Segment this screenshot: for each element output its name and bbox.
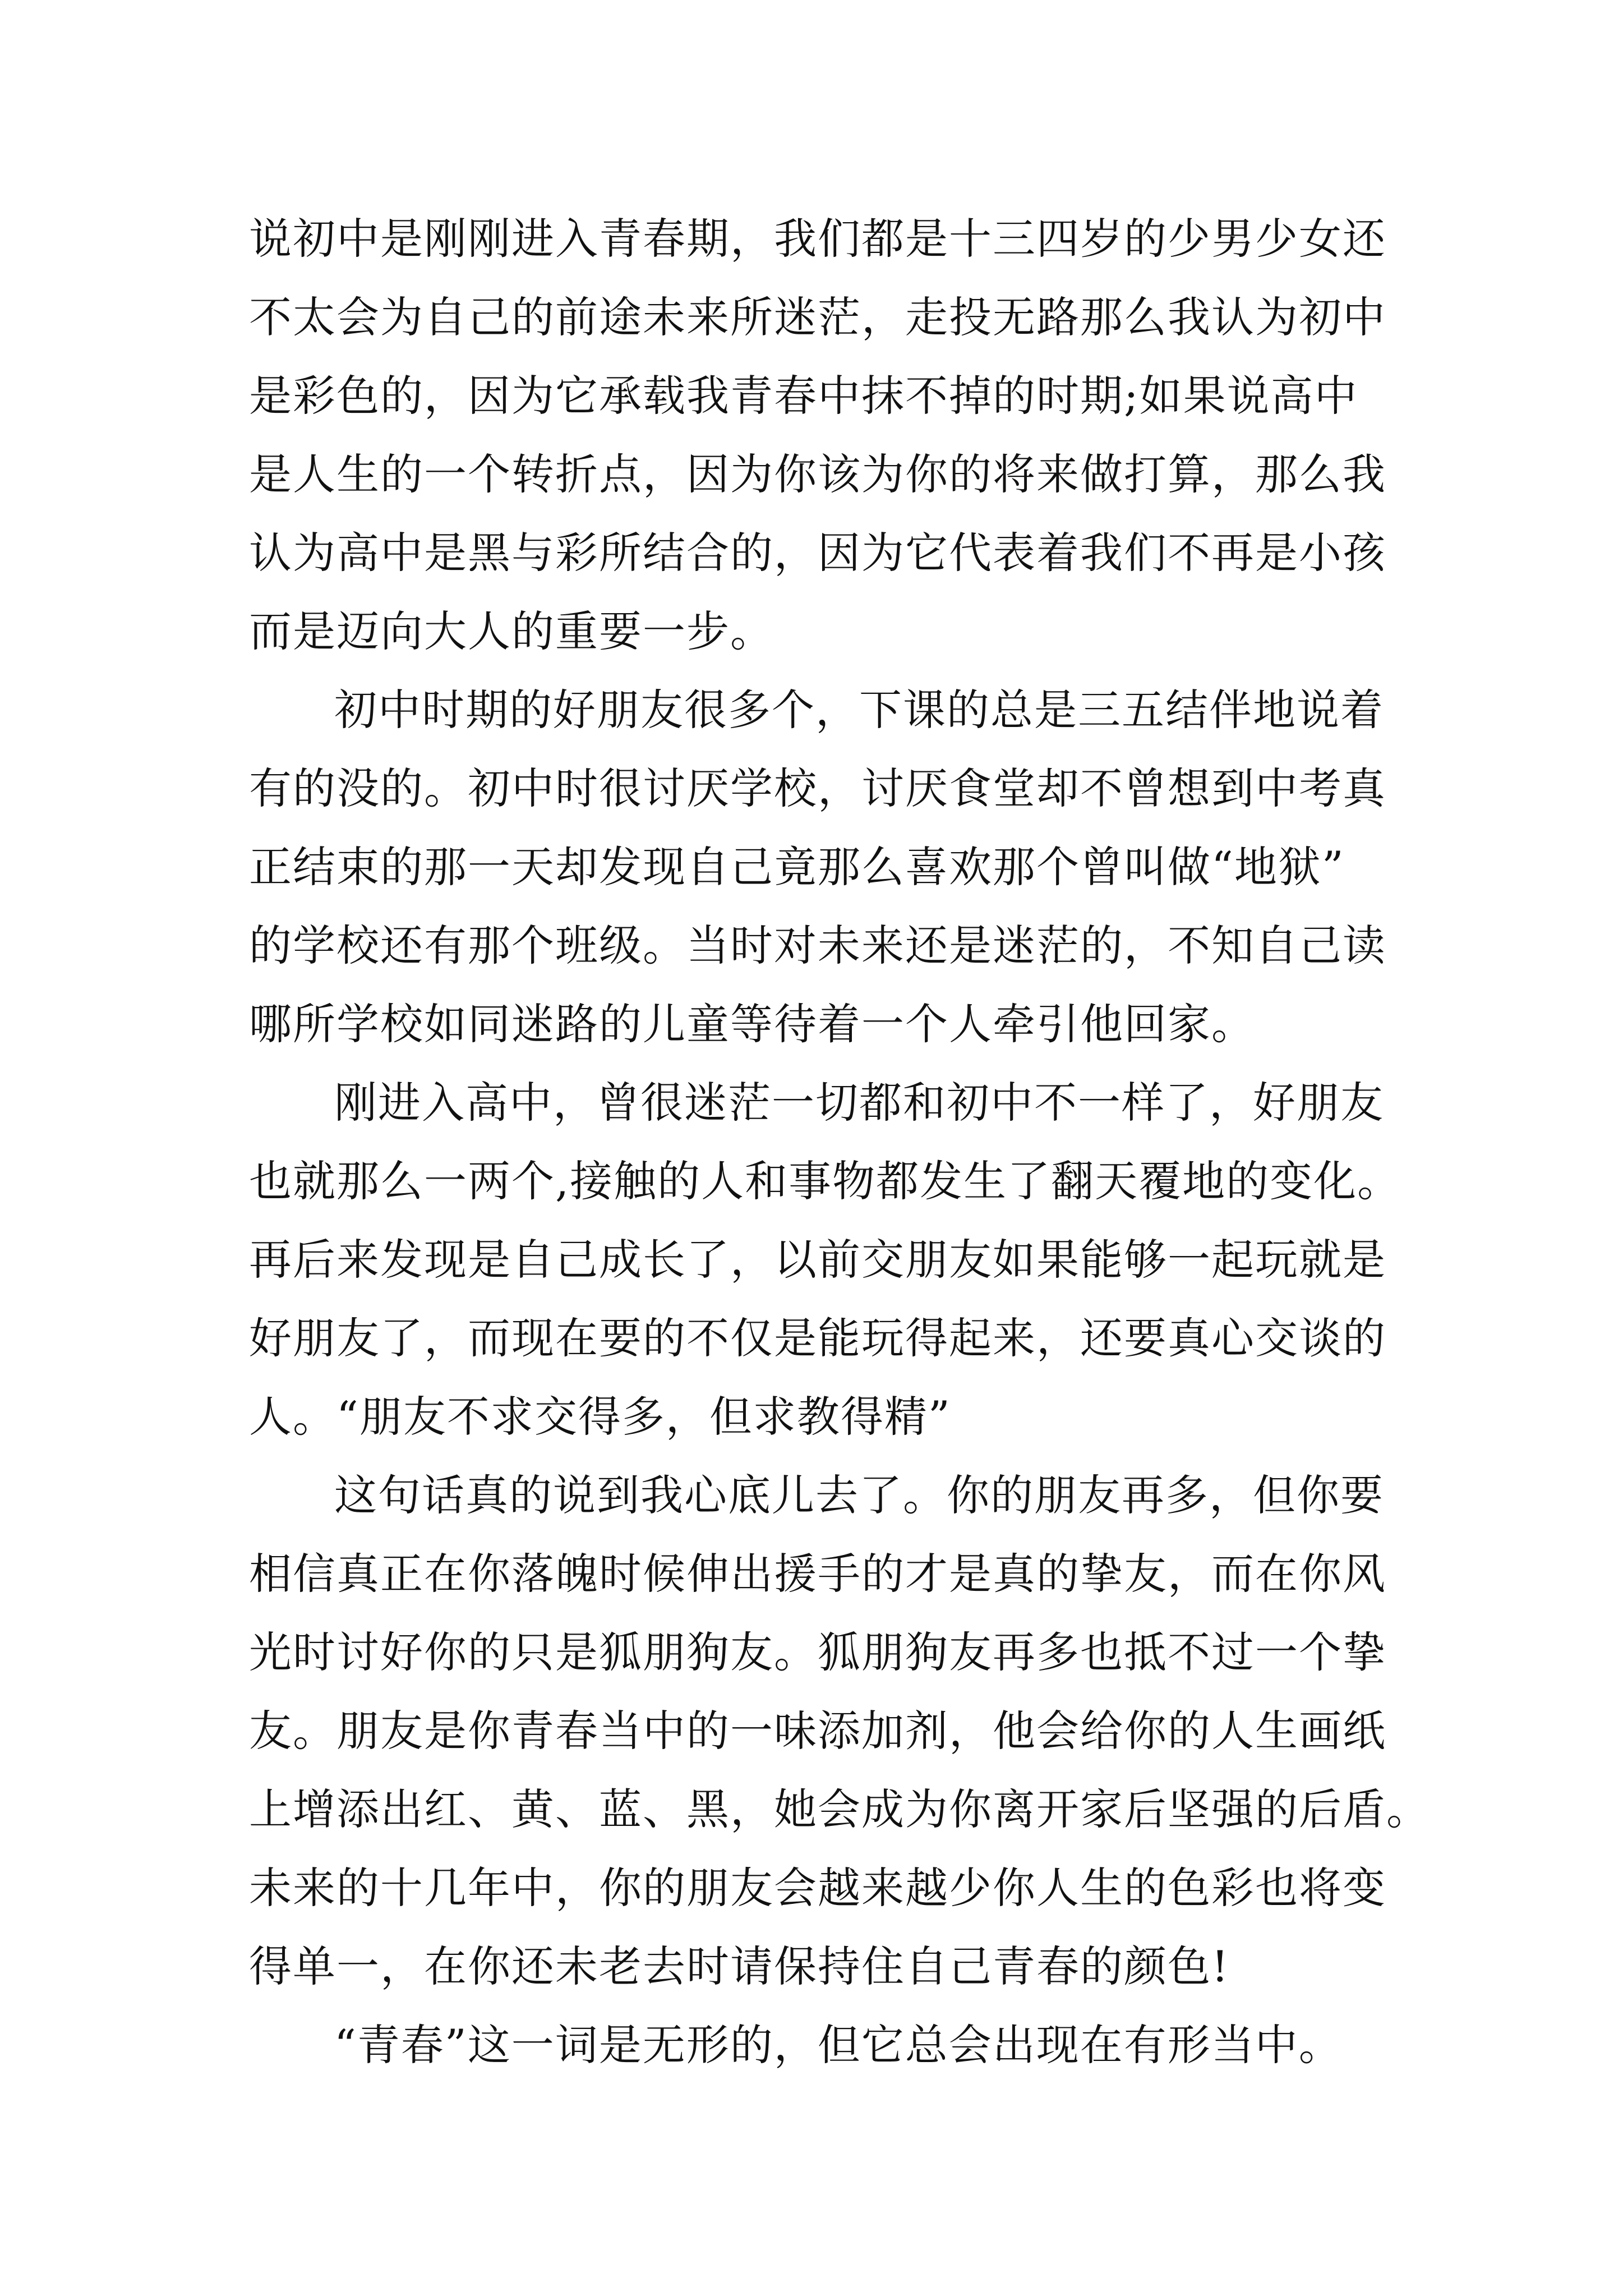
text-line: 未来的十几年中，你的朋友会越来越少你人生的色彩也将变 xyxy=(249,1863,1386,1913)
body-text xyxy=(249,200,1430,2085)
text-line: 得单一，在你还未老去时请保持住自己青春的颜色! xyxy=(249,1941,1230,1991)
text-line: 刚进入高中，曾很迷茫一切都和初中不一样了，好朋友 xyxy=(334,1078,1384,1128)
text-line: 有的没的。初中时很讨厌学校，讨厌食堂却不曾想到中考真 xyxy=(249,763,1386,813)
text-line: 友。朋友是你青春当中的一味添加剂，他会给你的人生画纸 xyxy=(249,1706,1386,1756)
text-line: 再后来发现是自己成长了，以前交朋友如果能够一起玩就是 xyxy=(249,1235,1386,1285)
text-line: 是人生的一个转折点，因为你该为你的将来做打算，那么我 xyxy=(249,449,1386,499)
text-line: 相信真正在你落魄时候伸出援手的才是真的挚友，而在你风 xyxy=(249,1549,1386,1599)
text-line: 光时讨好你的只是狐朋狗友。狐朋狗友再多也抵不过一个挚 xyxy=(249,1627,1386,1677)
text-line: 认为高中是黑与彩所结合的，因为它代表着我们不再是小孩 xyxy=(249,528,1386,578)
text-line: 的学校还有那个班级。当时对未来还是迷茫的，不知自己读 xyxy=(249,921,1386,970)
text-line: 好朋友了，而现在要的不仅是能玩得起来，还要真心交谈的 xyxy=(249,1313,1386,1363)
text-line: 而是迈向大人的重要一步。 xyxy=(249,606,774,656)
text-line: 哪所学校如同迷路的儿童等待着一个人牵引他回家。 xyxy=(249,999,1255,1049)
text-line: 不太会为自己的前途未来所迷茫，走投无路那么我认为初中 xyxy=(249,292,1386,342)
text-line: 这句话真的说到我心底儿去了。你的朋友再多，但你要 xyxy=(334,1470,1384,1520)
text-line: 人。“朋友不求交得多，但求教得精” xyxy=(249,1392,951,1442)
text-line: 初中时期的好朋友很多个，下课的总是三五结伴地说着 xyxy=(334,685,1384,735)
text-line: “青春”这一词是无形的，但它总会出现在有形当中。 xyxy=(334,2020,1343,2070)
text-line: 是彩色的，因为它承载我青春中抹不掉的时期;如果说高中 xyxy=(249,371,1358,421)
text-line: 上增添出红、黄、蓝、黑，她会成为你离开家后坚强的后盾。 xyxy=(249,1784,1430,1834)
text-line: 也就那么一两个,接触的人和事物都发生了翻天覆地的变化。 xyxy=(249,1156,1401,1206)
text-line: 说初中是刚刚进入青春期，我们都是十三四岁的少男少女还 xyxy=(249,214,1386,264)
text-line: 正结束的那一天却发现自己竟那么喜欢那个曾叫做“地狱” xyxy=(249,842,1345,892)
